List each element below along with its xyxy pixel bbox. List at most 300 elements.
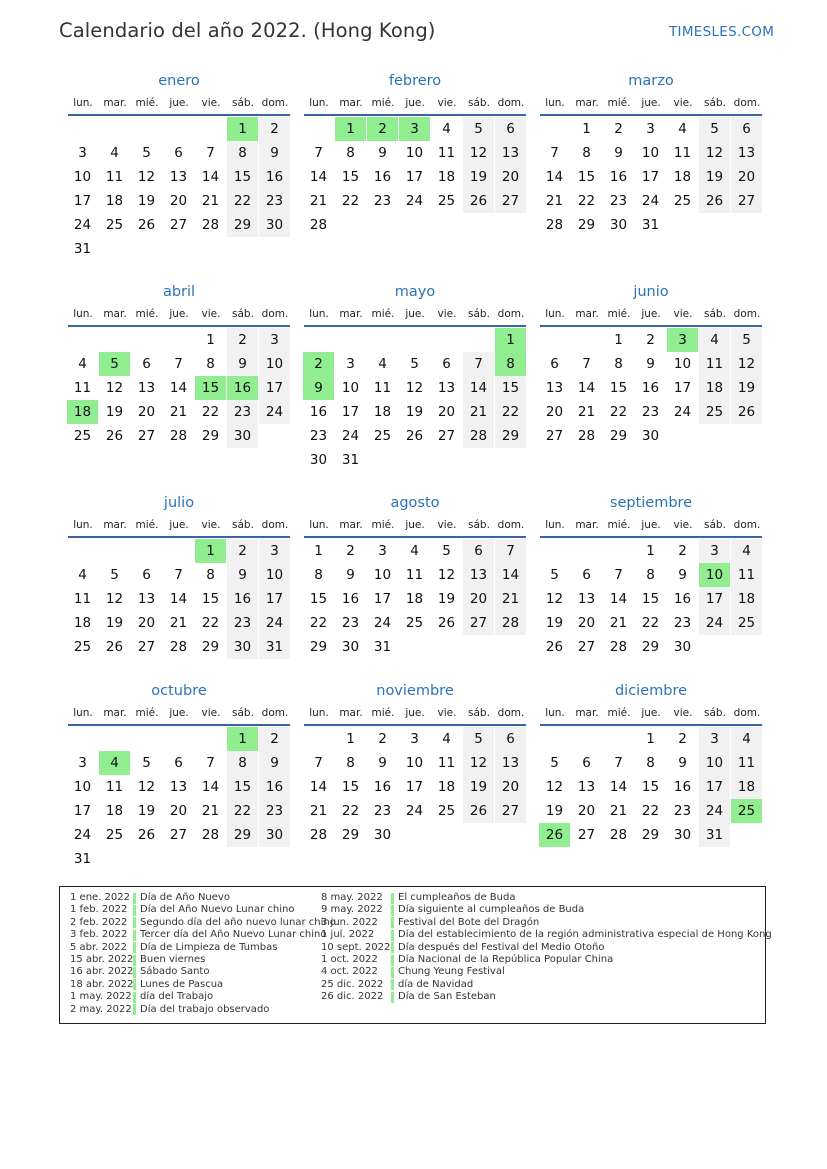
day-cell: 11 xyxy=(373,380,392,396)
day-cell: 5 xyxy=(442,543,451,559)
header-divider xyxy=(540,536,762,538)
holiday-name: Buen viernes xyxy=(140,953,206,965)
day-cell: 25 xyxy=(373,428,392,444)
holiday-name: Día de San Esteban xyxy=(398,991,496,1003)
weekday-label: sáb. xyxy=(468,308,490,320)
weekday-label: sáb. xyxy=(704,707,726,719)
day-cell: 4 xyxy=(78,567,87,583)
holiday-entry xyxy=(70,917,336,929)
day-cell: 16 xyxy=(673,779,692,795)
holiday-date: 9 may. 2022 xyxy=(321,904,383,916)
day-cell: 23 xyxy=(309,428,328,444)
day-cell: 10 xyxy=(373,567,392,583)
day-cell: 18 xyxy=(73,615,92,631)
weekday-label: lun. xyxy=(73,97,93,109)
holiday-date: 1 ene. 2022 xyxy=(70,892,130,903)
holiday-entry xyxy=(70,904,336,916)
holiday-date: 1 may. 2022 xyxy=(70,991,132,1003)
day-cell: 15 xyxy=(641,591,660,607)
day-cell: 13 xyxy=(731,141,762,165)
weekday-label: dom. xyxy=(261,519,289,531)
day-cell: 26 xyxy=(731,400,762,424)
month-name: junio xyxy=(633,284,669,300)
day-cell: 10 xyxy=(73,779,92,795)
weekday-label: vie. xyxy=(201,707,221,719)
weekday-label: mar. xyxy=(103,519,127,531)
day-cell: 21 xyxy=(463,400,494,424)
day-cell: 20 xyxy=(137,615,156,631)
day-cell: 31 xyxy=(73,851,92,867)
day-cell: 8 xyxy=(646,755,655,771)
day-cell: 17 xyxy=(641,169,660,185)
empty-cell xyxy=(163,328,194,352)
weekday-label: dom. xyxy=(497,519,525,531)
weekday-label: sáb. xyxy=(468,97,490,109)
day-cell: 12 xyxy=(463,751,494,775)
day-cell: 19 xyxy=(463,165,494,189)
day-cell: 15 xyxy=(227,775,258,799)
weekday-label: vie. xyxy=(201,308,221,320)
day-cell: 12 xyxy=(463,141,494,165)
day-cell: 4 xyxy=(442,121,451,137)
holiday-day: 1 xyxy=(335,117,366,141)
holiday-day: 26 xyxy=(539,823,570,847)
holiday-day: 2 xyxy=(303,352,334,376)
holiday-date: 5 abr. 2022 xyxy=(70,941,128,953)
holiday-color-marker xyxy=(391,930,394,941)
day-cell: 15 xyxy=(577,169,596,185)
day-cell: 28 xyxy=(545,217,564,233)
day-cell: 30 xyxy=(227,424,258,448)
month-septiembre xyxy=(539,492,763,659)
site-logo[interactable]: TIMESLES.COM xyxy=(669,24,775,40)
day-cell: 11 xyxy=(699,352,730,376)
day-cell: 2 xyxy=(614,121,623,137)
day-cell: 30 xyxy=(227,635,258,659)
month-junio xyxy=(539,281,763,448)
day-cell: 13 xyxy=(137,591,156,607)
holiday-color-marker xyxy=(133,992,136,1003)
day-cell: 19 xyxy=(545,803,564,819)
day-cell: 5 xyxy=(731,328,762,352)
day-cell: 3 xyxy=(646,121,655,137)
day-cell: 7 xyxy=(582,356,591,372)
day-cell: 20 xyxy=(169,803,188,819)
header-divider xyxy=(68,536,290,538)
holiday-date: 18 abr. 2022 xyxy=(70,978,134,990)
day-cell: 6 xyxy=(550,356,559,372)
day-cell: 23 xyxy=(373,803,392,819)
weekday-label: dom. xyxy=(261,308,289,320)
day-cell: 19 xyxy=(105,404,124,420)
day-cell: 23 xyxy=(227,400,258,424)
weekday-label: dom. xyxy=(733,308,761,320)
holiday-day: 16 xyxy=(227,376,258,400)
day-cell: 29 xyxy=(201,639,220,655)
empty-cell xyxy=(163,539,194,563)
day-cell: 24 xyxy=(673,404,692,420)
weekday-header xyxy=(539,514,763,536)
day-cell: 9 xyxy=(227,352,258,376)
day-cell: 22 xyxy=(641,803,660,819)
day-cell: 17 xyxy=(699,587,730,611)
day-cell: 25 xyxy=(673,193,692,209)
day-cell: 16 xyxy=(341,591,360,607)
day-cell: 14 xyxy=(609,779,628,795)
day-cell: 26 xyxy=(105,428,124,444)
holiday-date: 1 jul. 2022 xyxy=(321,929,375,941)
month-name: noviembre xyxy=(376,683,454,699)
holiday-day: 3 xyxy=(667,328,698,352)
holiday-color-marker xyxy=(391,979,394,990)
day-cell: 26 xyxy=(545,639,564,655)
day-cell: 22 xyxy=(227,189,258,213)
header-divider xyxy=(540,325,762,327)
day-cell: 20 xyxy=(169,193,188,209)
day-cell: 24 xyxy=(73,827,92,843)
holiday-entry xyxy=(321,929,772,941)
day-cell: 18 xyxy=(405,591,424,607)
day-cell: 26 xyxy=(463,189,494,213)
day-cell: 27 xyxy=(137,428,156,444)
holiday-color-marker xyxy=(133,942,136,953)
weekday-label: jue. xyxy=(169,97,189,109)
day-cell: 6 xyxy=(142,567,151,583)
day-cell: 29 xyxy=(309,639,328,655)
day-cell: 26 xyxy=(105,639,124,655)
empty-cell xyxy=(195,117,226,141)
day-cell: 14 xyxy=(309,169,328,185)
weekday-header xyxy=(303,92,527,114)
weekday-label: mar. xyxy=(575,308,599,320)
page-title: Calendario del año 2022. (Hong Kong) xyxy=(59,19,436,42)
weekday-label: lun. xyxy=(545,707,565,719)
day-cell: 23 xyxy=(341,615,360,631)
day-cell: 16 xyxy=(673,591,692,607)
day-cell: 4 xyxy=(410,543,419,559)
weekday-label: mié. xyxy=(371,707,395,719)
day-cell: 19 xyxy=(731,376,762,400)
day-cell: 7 xyxy=(495,539,526,563)
day-cell: 13 xyxy=(137,380,156,396)
day-cell: 21 xyxy=(169,404,188,420)
day-cell: 5 xyxy=(410,356,419,372)
day-cell: 27 xyxy=(495,799,526,823)
holiday-day: 9 xyxy=(303,376,334,400)
day-cell: 22 xyxy=(577,193,596,209)
weekday-label: sáb. xyxy=(468,707,490,719)
weekday-label: dom. xyxy=(497,308,525,320)
day-cell: 25 xyxy=(731,611,762,635)
day-cell: 31 xyxy=(641,217,660,233)
day-cell: 12 xyxy=(105,380,124,396)
day-cell: 3 xyxy=(259,328,290,352)
month-julio xyxy=(67,492,291,659)
day-cell: 6 xyxy=(582,755,591,771)
day-cell: 2 xyxy=(227,539,258,563)
weekday-label: vie. xyxy=(201,519,221,531)
empty-cell xyxy=(131,328,162,352)
weekday-label: vie. xyxy=(437,97,457,109)
day-cell: 13 xyxy=(437,380,456,396)
holiday-color-marker xyxy=(133,917,136,928)
month-name: octubre xyxy=(151,683,207,699)
day-cell: 25 xyxy=(105,827,124,843)
day-cell: 28 xyxy=(609,827,628,843)
day-cell: 28 xyxy=(577,428,596,444)
day-cell: 24 xyxy=(405,193,424,209)
day-cell: 30 xyxy=(641,428,660,444)
day-cell: 14 xyxy=(495,563,526,587)
day-cell: 11 xyxy=(73,591,92,607)
holiday-name: Día después del Festival del Medio Otoño xyxy=(398,941,605,953)
day-cell: 31 xyxy=(73,241,92,257)
holiday-name: día del Trabajo xyxy=(140,991,214,1003)
holiday-date: 2 may. 2022 xyxy=(70,1003,132,1015)
holiday-date: 3 feb. 2022 xyxy=(70,929,128,941)
day-cell: 26 xyxy=(137,217,156,233)
day-cell: 8 xyxy=(206,567,215,583)
empty-cell xyxy=(335,328,366,352)
day-cell: 8 xyxy=(646,567,655,583)
day-cell: 22 xyxy=(309,615,328,631)
month-abril xyxy=(67,281,291,448)
day-cell: 7 xyxy=(174,356,183,372)
empty-cell xyxy=(67,539,98,563)
day-cell: 7 xyxy=(174,567,183,583)
header-divider xyxy=(540,724,762,726)
month-enero xyxy=(67,70,291,261)
weekday-label: mié. xyxy=(135,519,159,531)
day-cell: 12 xyxy=(545,779,564,795)
weekday-label: mar. xyxy=(575,519,599,531)
day-cell: 9 xyxy=(259,751,290,775)
day-cell: 21 xyxy=(545,193,564,209)
day-cell: 23 xyxy=(373,193,392,209)
day-cell: 27 xyxy=(463,611,494,635)
holiday-legend-column-1 xyxy=(70,892,336,1016)
day-cell: 29 xyxy=(495,424,526,448)
holiday-name: Día de Limpieza de Tumbas xyxy=(140,941,278,953)
day-cell: 22 xyxy=(201,615,220,631)
day-cell: 3 xyxy=(78,145,87,161)
day-cell: 25 xyxy=(73,428,92,444)
day-cell: 10 xyxy=(73,169,92,185)
day-cell: 10 xyxy=(405,145,424,161)
day-cell: 10 xyxy=(699,751,730,775)
day-cell: 10 xyxy=(405,755,424,771)
day-cell: 8 xyxy=(582,145,591,161)
weekday-label: mar. xyxy=(575,707,599,719)
day-cell: 11 xyxy=(405,567,424,583)
weekday-label: mié. xyxy=(607,707,631,719)
day-cell: 13 xyxy=(169,779,188,795)
day-cell: 12 xyxy=(137,169,156,185)
day-cell: 16 xyxy=(259,165,290,189)
day-cell: 27 xyxy=(169,217,188,233)
weekday-label: sáb. xyxy=(704,519,726,531)
holiday-day: 15 xyxy=(195,376,226,400)
day-cell: 22 xyxy=(201,404,220,420)
day-grid xyxy=(67,117,291,261)
day-cell: 24 xyxy=(259,611,290,635)
weekday-label: vie. xyxy=(673,97,693,109)
day-cell: 24 xyxy=(259,400,290,424)
day-cell: 1 xyxy=(582,121,591,137)
holiday-entry xyxy=(321,954,772,966)
empty-cell xyxy=(99,539,130,563)
day-cell: 28 xyxy=(201,827,220,843)
day-cell: 1 xyxy=(646,543,655,559)
day-cell: 3 xyxy=(699,727,730,751)
day-cell: 11 xyxy=(731,563,762,587)
day-grid xyxy=(67,727,291,871)
holiday-entry xyxy=(70,979,336,991)
weekday-label: vie. xyxy=(673,308,693,320)
day-cell: 9 xyxy=(259,141,290,165)
day-cell: 11 xyxy=(437,755,456,771)
day-cell: 25 xyxy=(105,217,124,233)
weekday-label: vie. xyxy=(673,707,693,719)
weekday-label: mar. xyxy=(339,97,363,109)
day-cell: 15 xyxy=(309,591,328,607)
day-cell: 21 xyxy=(201,803,220,819)
day-cell: 4 xyxy=(699,328,730,352)
day-grid xyxy=(539,539,763,659)
day-cell: 7 xyxy=(314,145,323,161)
day-cell: 12 xyxy=(437,567,456,583)
day-cell: 18 xyxy=(105,193,124,209)
day-cell: 7 xyxy=(206,145,215,161)
weekday-label: jue. xyxy=(405,308,425,320)
day-cell: 5 xyxy=(463,727,494,751)
weekday-label: dom. xyxy=(497,707,525,719)
day-cell: 28 xyxy=(169,639,188,655)
empty-cell xyxy=(539,328,570,352)
weekday-label: dom. xyxy=(733,707,761,719)
day-cell: 4 xyxy=(678,121,687,137)
weekday-label: sáb. xyxy=(704,308,726,320)
weekday-label: mié. xyxy=(607,519,631,531)
day-cell: 17 xyxy=(699,775,730,799)
empty-cell xyxy=(163,117,194,141)
day-cell: 25 xyxy=(437,803,456,819)
day-cell: 19 xyxy=(437,591,456,607)
day-cell: 6 xyxy=(442,356,451,372)
weekday-header xyxy=(539,702,763,724)
day-cell: 27 xyxy=(577,827,596,843)
empty-cell xyxy=(603,727,634,751)
day-cell: 9 xyxy=(678,755,687,771)
day-cell: 14 xyxy=(201,779,220,795)
day-cell: 19 xyxy=(545,615,564,631)
weekday-label: vie. xyxy=(437,519,457,531)
weekday-label: mar. xyxy=(103,97,127,109)
day-cell: 5 xyxy=(463,117,494,141)
header-divider xyxy=(304,536,526,538)
holiday-day: 4 xyxy=(99,751,130,775)
day-cell: 6 xyxy=(495,727,526,751)
day-cell: 13 xyxy=(545,380,564,396)
holiday-day: 3 xyxy=(399,117,430,141)
empty-cell xyxy=(571,727,602,751)
day-cell: 18 xyxy=(373,404,392,420)
weekday-label: jue. xyxy=(169,308,189,320)
day-grid xyxy=(67,328,291,448)
weekday-label: mar. xyxy=(339,308,363,320)
day-cell: 11 xyxy=(105,169,124,185)
holiday-day: 1 xyxy=(227,117,258,141)
day-cell: 30 xyxy=(259,823,290,847)
day-cell: 10 xyxy=(259,563,290,587)
holiday-date: 1 oct. 2022 xyxy=(321,953,378,965)
day-cell: 28 xyxy=(309,827,328,843)
weekday-label: sáb. xyxy=(468,519,490,531)
header-divider xyxy=(540,114,762,116)
day-cell: 4 xyxy=(110,145,119,161)
empty-cell xyxy=(131,539,162,563)
day-cell: 28 xyxy=(169,428,188,444)
day-cell: 2 xyxy=(259,117,290,141)
day-cell: 14 xyxy=(169,591,188,607)
holiday-color-marker xyxy=(391,967,394,978)
day-cell: 29 xyxy=(577,217,596,233)
day-cell: 17 xyxy=(405,169,424,185)
day-cell: 21 xyxy=(309,193,328,209)
weekday-label: lun. xyxy=(309,707,329,719)
day-cell: 8 xyxy=(346,755,355,771)
header-divider xyxy=(304,724,526,726)
holiday-name: Día siguiente al cumpleaños de Buda xyxy=(398,904,585,916)
day-cell: 22 xyxy=(641,615,660,631)
day-cell: 12 xyxy=(137,779,156,795)
holiday-entry xyxy=(70,1004,336,1016)
day-cell: 8 xyxy=(314,567,323,583)
holiday-day: 2 xyxy=(367,117,398,141)
day-cell: 16 xyxy=(309,404,328,420)
weekday-label: jue. xyxy=(405,519,425,531)
empty-cell xyxy=(67,328,98,352)
holiday-color-marker xyxy=(391,905,394,916)
day-cell: 21 xyxy=(309,803,328,819)
day-cell: 26 xyxy=(437,615,456,631)
empty-cell xyxy=(571,539,602,563)
day-cell: 3 xyxy=(699,539,730,563)
holiday-name: Sábado Santo xyxy=(140,966,210,978)
weekday-label: sáb. xyxy=(232,707,254,719)
day-cell: 1 xyxy=(346,731,355,747)
holiday-entry xyxy=(321,942,772,954)
empty-cell xyxy=(67,117,98,141)
day-cell: 26 xyxy=(137,827,156,843)
day-cell: 9 xyxy=(378,755,387,771)
holiday-day: 8 xyxy=(495,352,526,376)
day-cell: 24 xyxy=(699,799,730,823)
holiday-entry xyxy=(321,904,772,916)
weekday-label: jue. xyxy=(641,97,661,109)
day-cell: 25 xyxy=(699,400,730,424)
day-cell: 27 xyxy=(731,189,762,213)
day-cell: 23 xyxy=(259,799,290,823)
weekday-label: lun. xyxy=(73,308,93,320)
day-cell: 20 xyxy=(545,404,564,420)
header-divider xyxy=(68,724,290,726)
holiday-color-marker xyxy=(391,893,394,904)
day-cell: 20 xyxy=(463,587,494,611)
day-cell: 13 xyxy=(495,751,526,775)
holiday-color-marker xyxy=(391,942,394,953)
month-marzo xyxy=(539,70,763,237)
